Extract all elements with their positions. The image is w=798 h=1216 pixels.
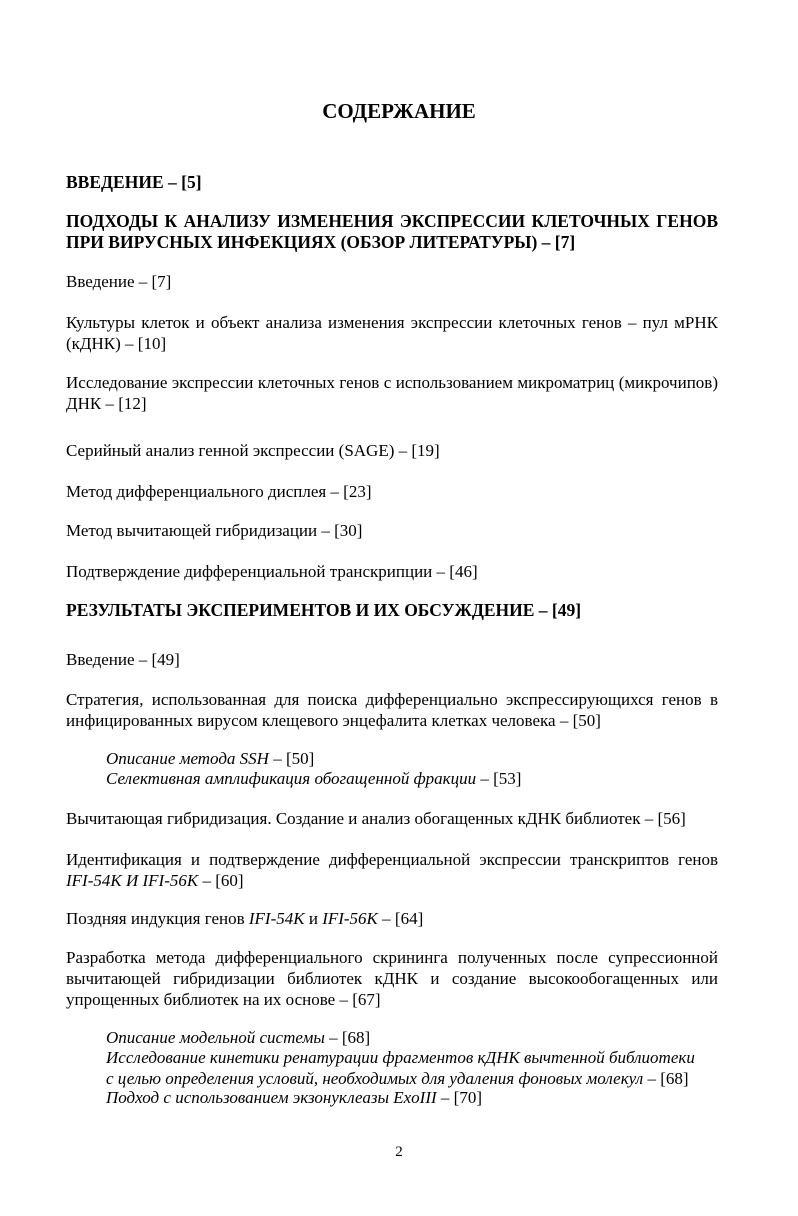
toc-subentry-model-system bbox=[106, 1027, 718, 1048]
toc-subentry-ssh-title: Описание метода SSH bbox=[106, 749, 269, 768]
toc-subentry-renaturation-kinetics bbox=[106, 1047, 718, 1089]
toc-heading-results: РЕЗУЛЬТАТЫ ЭКСПЕРИМЕНТОВ И ИХ ОБСУЖДЕНИЕ – [49] bbox=[66, 600, 582, 620]
toc-subentry-selective-title: Селективная амплификация обогащенной фракции bbox=[106, 769, 477, 788]
toc-entry-late-text: Поздняя индукция генов bbox=[66, 909, 249, 928]
toc-subentry-model-page: – [68] bbox=[324, 1028, 371, 1047]
toc-subentry-kinetics-line1: Исследование кинетики ренатурации фрагментов кДНК вычтенной библиотеки bbox=[106, 1048, 695, 1067]
toc-entry-identification-text: Идентификация и подтверждение дифференциальной экспрессии транскриптов генов bbox=[66, 850, 718, 869]
toc-subentry-kinetics-page: – [68] bbox=[643, 1069, 689, 1088]
toc-entry-differential-screening: Разработка метода дифференциального скрининга полученных после супрессионной вычитающей гибридизации библиотек кДНК и создание высокообогащенных или упрощенных библиотек на их основе – [67] bbox=[66, 948, 718, 1009]
toc-entry-review-intro: Введение – [7] bbox=[66, 272, 172, 291]
toc-entry-enriched-libraries: Вычитающая гибридизация. Создание и анализ обогащенных кДНК библиотек – [56] bbox=[66, 809, 686, 828]
toc-subentry-ssh bbox=[106, 748, 718, 769]
toc-subentry-kinetics-line2: с целью определения условий, необходимых для удаления фоновых молекул bbox=[106, 1069, 644, 1088]
toc-entry-differential-display: Метод дифференциального дисплея – [23] bbox=[66, 482, 372, 501]
toc-heading-literature-review bbox=[66, 211, 718, 253]
toc-subentry-model-title: Описание модельной системы bbox=[106, 1028, 325, 1047]
toc-entry-transcription-confirmation: Подтверждение дифференциальной транскрипции – [46] bbox=[66, 562, 478, 581]
toc-entry-identification bbox=[66, 849, 718, 891]
toc-entry-late-induction bbox=[66, 908, 718, 929]
toc-entry-identification-page: – [60] bbox=[198, 871, 244, 890]
toc-entry-late-and: и bbox=[304, 909, 323, 928]
toc-subentry-exo-page: – [70] bbox=[436, 1088, 482, 1107]
toc-entry-subtractive-hybridization: Метод вычитающей гибридизации – [30] bbox=[66, 521, 363, 540]
toc-subentry-selective-page: – [53] bbox=[476, 769, 522, 788]
toc-heading-introduction: ВВЕДЕНИЕ – [5] bbox=[66, 172, 202, 192]
toc-entry-identification-genes: IFI-54K И IFI-56K bbox=[66, 871, 199, 890]
toc-subentry-selective-amplification bbox=[106, 768, 718, 789]
toc-heading-literature-review-line1: ПОДХОДЫ К АНАЛИЗУ ИЗМЕНЕНИЯ ЭКСПРЕССИИ КЛЕТОЧНЫХ ГЕНОВ bbox=[66, 211, 718, 231]
toc-entry-results-intro: Введение – [49] bbox=[66, 650, 180, 669]
toc-subentry-ssh-page: – [50] bbox=[268, 749, 315, 768]
toc-entry-cell-cultures: Культуры клеток и объект анализа изменения экспрессии клеточных генов – пул мРНК (кДНК) – [10] bbox=[66, 313, 718, 353]
toc-subentry-exo-title: Подход с использованием экзонуклеазы ExoIII bbox=[106, 1088, 437, 1107]
page-title: СОДЕРЖАНИЕ bbox=[322, 99, 476, 123]
toc-entry-sage: Серийный анализ генной экспрессии (SAGE) – [19] bbox=[66, 441, 440, 460]
page-number: 2 bbox=[395, 1144, 403, 1160]
toc-entry-microarrays: Исследование экспрессии клеточных генов с использованием микроматриц (микрочипов) ДНК – [12] bbox=[66, 373, 718, 413]
toc-entry-late-page: – [64] bbox=[377, 909, 424, 928]
toc-entry-strategy: Стратегия, использованная для поиска дифференциально экспрессирующихся генов в инфицированных вирусом клещевого энцефалита клетках человека – [50] bbox=[66, 690, 718, 730]
toc-entry-late-gene2: IFI-56K bbox=[322, 909, 378, 928]
toc-entry-late-gene1: IFI-54K bbox=[248, 909, 305, 928]
toc-heading-literature-review-line2: ПРИ ВИРУСНЫХ ИНФЕКЦИЯХ (ОБЗОР ЛИТЕРАТУРЫ) – [7] bbox=[66, 232, 576, 252]
toc-subentry-exonuclease bbox=[106, 1087, 718, 1108]
toc-subentry-kinetics-line2-wrap bbox=[106, 1068, 718, 1089]
